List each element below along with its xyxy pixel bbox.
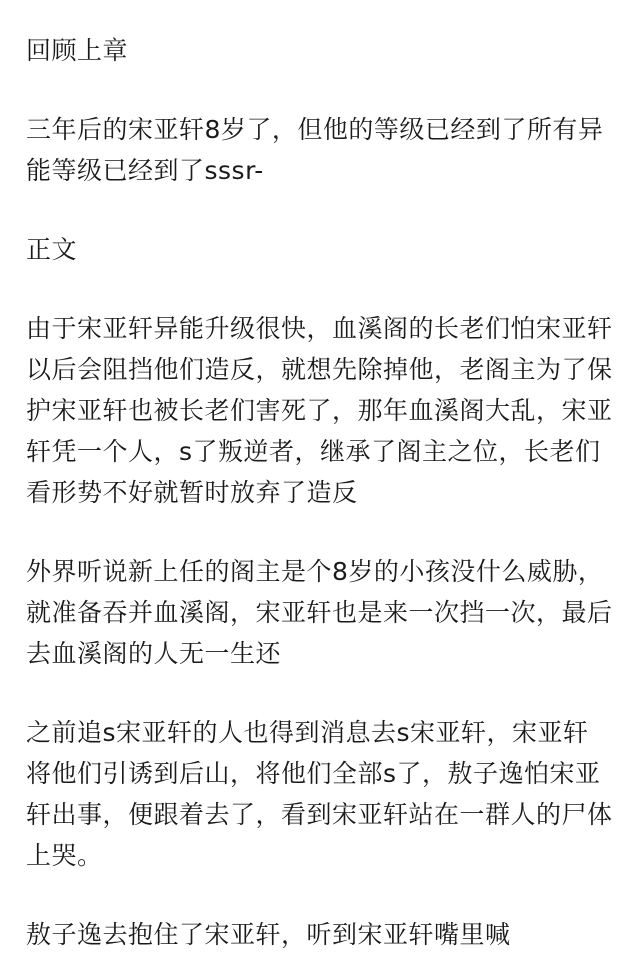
- recap-heading: 回顾上章: [26, 36, 129, 65]
- paragraph: 外界听说新上任的阁主是个8岁的小孩没什么威胁，就准备吞并血溪阁，宋亚轩也是来一次挡一次，最后去血溪阁的人无一生还: [26, 557, 613, 668]
- article-body: [26, 30, 614, 955]
- paragraph: 之前追s宋亚轩的人也得到消息去s宋亚轩，宋亚轩将他们引诱到后山，将他们全部s了，敖子逸怕宋亚轩出事，便跟着去了，看到宋亚轩站在一群人的尸体上哭。: [26, 718, 613, 870]
- main-heading: 正文: [26, 235, 78, 264]
- paragraph: 敖子逸去抱住了宋亚轩，听到宋亚轩嘴里喊: [26, 920, 511, 949]
- recap-text: 三年后的宋亚轩8岁了，但他的等级已经到了所有异能等级已经到了sssr-: [26, 115, 604, 185]
- paragraph: 由于宋亚轩异能升级很快，血溪阁的长老们怕宋亚轩以后会阻挡他们造反，就想先除掉他，老阁主为了保护宋亚轩也被长老们害死了，那年血溪阁大乱，宋亚轩凭一个人，s了叛逆者，继承了阁主之位，长老们看形势不好就暂时放弃了造反: [26, 314, 613, 507]
